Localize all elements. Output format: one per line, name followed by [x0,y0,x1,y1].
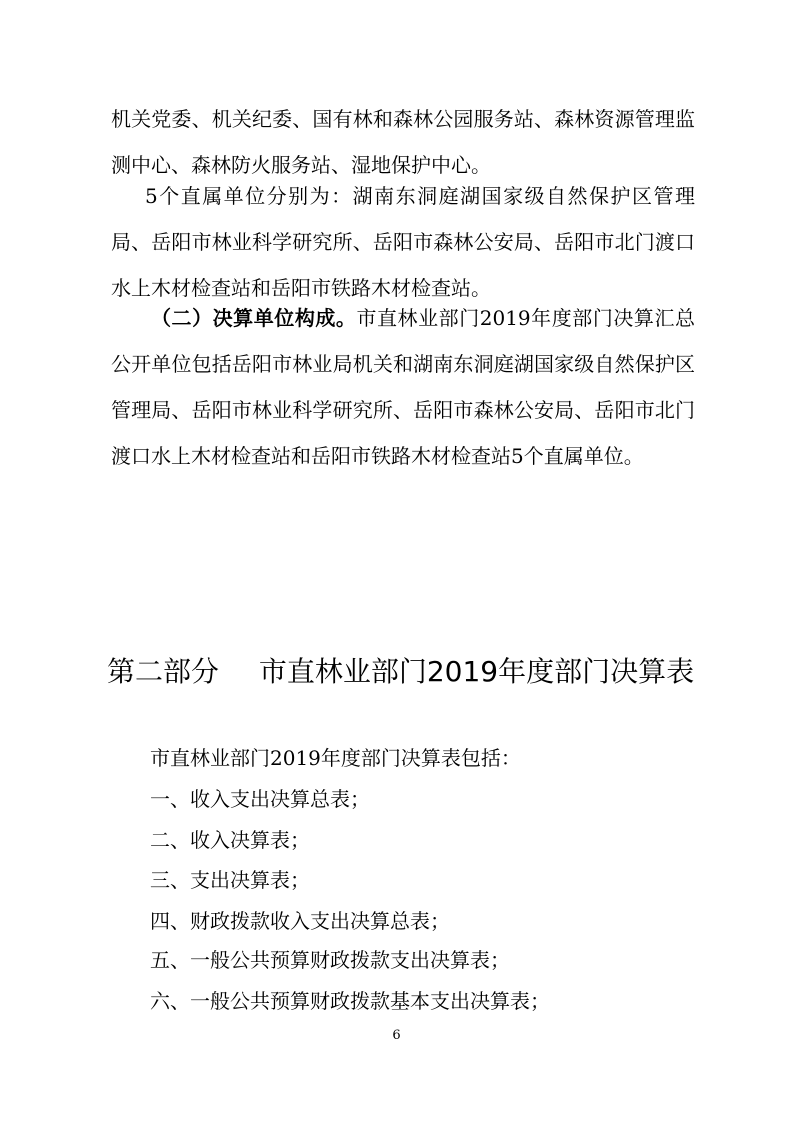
section-heading [107,652,694,692]
paragraph-text: 机关党委、机关纪委、国有林和森林公园服务站、森林资源管理监测中心、森林防火服务站、湿地保护中心。 [111,107,695,177]
list-item: 五、一般公共预算财政拨款支出决算表； [150,948,510,972]
section-title: 市直林业部门2019年度部门决算表 [258,655,695,688]
list-item: 二、收入决算表； [150,828,310,852]
paragraph-text: 市直林业部门2019年度部门决算汇总公开单位包括岳阳市林业局机关和湖南东洞庭湖国家级自然保护区管理局、岳阳市林业科学研究所、岳阳市森林公安局、岳阳市北门渡口水上木材检查站和岳阳市铁路木材检查站5个直属单位。 [111,306,696,468]
paragraph-bold-lead: （二）决算单位构成。 [151,306,357,330]
paragraph-budget-units [111,295,695,479]
page-number: 6 [392,1028,401,1043]
list-item: 四、财政拨款收入支出决算总表； [150,909,450,933]
list-item: 六、一般公共预算财政拨款基本支出决算表； [150,989,550,1013]
table-intro: 市直林业部门2019年度部门决算表包括： [150,746,521,770]
paragraph-text: 5个直属单位分别为：湖南东洞庭湖国家级自然保护区管理局、岳阳市林业科学研究所、岳阳市森林公安局、岳阳市北门渡口水上木材检查站和岳阳市铁路木材检查站。 [111,184,695,300]
list-item: 三、支出决算表； [150,868,310,892]
list-item: 一、收入支出决算总表； [150,787,370,811]
section-part-label: 第二部分 [107,655,220,688]
paragraph-subordinate-units [111,173,695,311]
